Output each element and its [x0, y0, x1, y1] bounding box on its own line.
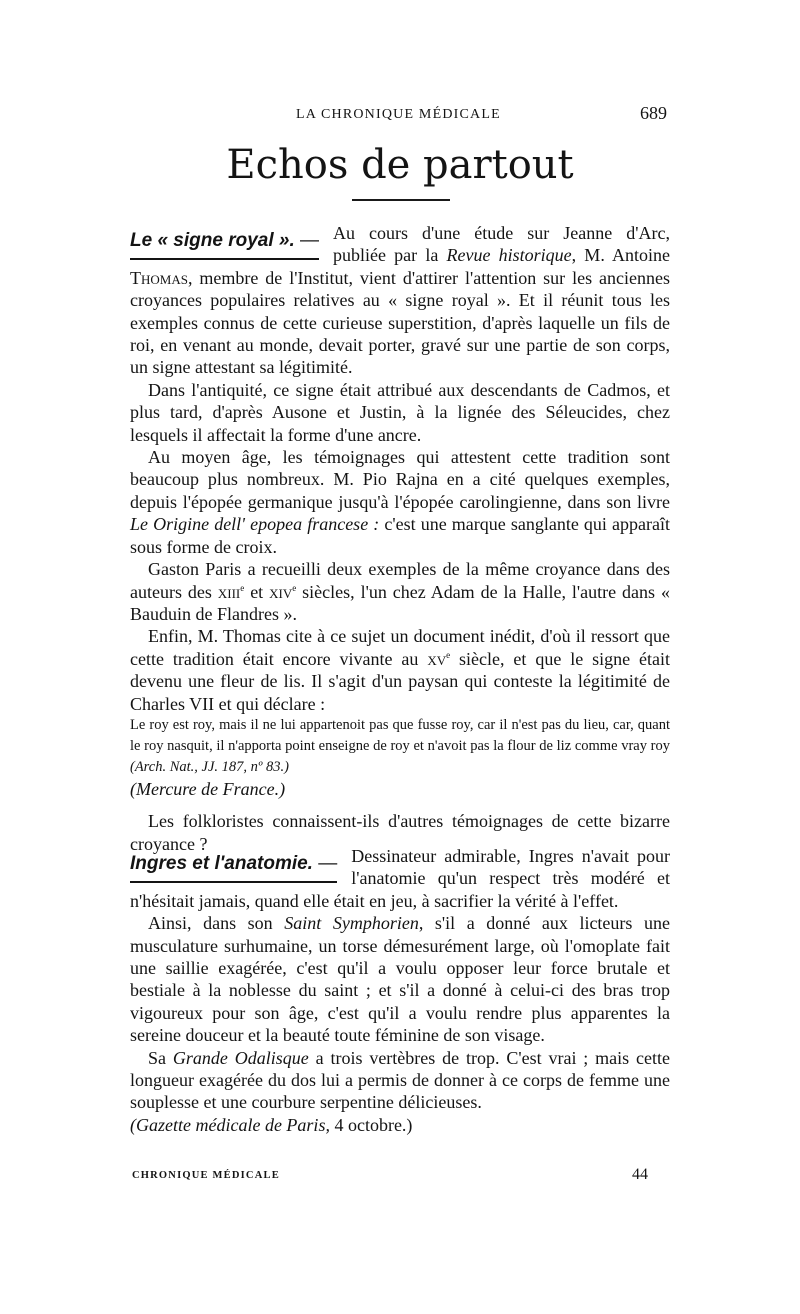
- paragraph: Le « signe royal ». — Au cours d'une étude sur Jeanne d'Arc, publiée par la Revue historique, M. Antoine Thomas, membre de l'Institut, vient d'attirer l'attention sur les anciennes croyances populaires relatives au « signe royal ». Et il réunit tous les exemples connus de cette curieuse superstition, d'après laquelle un fils de roi, en venant au monde, devait porter, gravé sur une partie de son corps, un signe attestant sa légitimité.: [130, 223, 670, 378]
- paragraph: Gaston Paris a recueilli deux exemples de la même croyance dans des auteurs des xiii$^e$ et xiv$^e$ siècles, l'un chez Adam de la Halle, l'autre dans « Bauduin de Flandres ».: [130, 559, 670, 624]
- paragraph: Ingres et l'anatomie. — Dessinateur admirable, Ingres n'avait pour l'anatomie qu'un respect très modéré et n'hésitait jamais, quand elle était en jeu, à sacrifier la vérité à l'effet.: [130, 846, 670, 911]
- running-title: LA CHRONIQUE MÉDICALE: [296, 107, 501, 122]
- page-number: 689: [640, 103, 667, 123]
- title-rule: [352, 199, 450, 201]
- paragraph: Au moyen âge, les témoignages qui attestent cette tradition sont beaucoup plus nombreux. M. Pio Rajna en a cité quelques exemples, depuis l'épopée germanique jusqu'à l'épopée carolingienne, dans son livre Le Origine dell' epopea francese : c'est une marque sanglante qui apparaît sous forme de croix.: [130, 447, 670, 557]
- paragraph: Enfin, M. Thomas cite à ce sujet un document inédit, d'où il ressort que cette tradition était encore vivante au $xv^e$ siècle, et que le signe était devenu une fleur de lis. Il s'agit d'un paysan qui conteste la légitimité de Charles VII et qui déclare :: [130, 626, 671, 714]
- source-citation: (Gazette médicale de Paris, 4 octobre.): [130, 1114, 413, 1135]
- paragraph: Dans l'antiquité, ce signe était attribué aux descendants de Cadmos, et plus tard, d'après Ausone et Justin, à la lignée des Séleucides, chez lesquels il affectait la forme d'une ancre.: [130, 379, 670, 445]
- page-title: Echos de partout: [226, 142, 574, 188]
- article-ingres: [130, 845, 670, 1136]
- section-heading-ingres: Ingres et l'anatomie. —: [130, 853, 337, 883]
- footer-signature: 44: [632, 1166, 648, 1183]
- paragraph: Ainsi, dans son Saint Symphorien, s'il a donné aux licteurs une musculature surhumaine, un torse démesurément large, où l'omoplate fait une saillie exagérée, c'est qu'il a voulu opposer leur force brutale et bestiale à la noblesse du saint ; et s'il a donné à celui-ci des bras trop vigoureux pour son âge, c'est qu'il a voulu rendre plus apparentes la sereine douceur et la beauté toute féminine de son visage.: [130, 913, 670, 1046]
- footer-journal: CHRONIQUE MÉDICALE: [132, 1170, 280, 1181]
- paragraph: Sa Grande Odalisque a trois vertèbres de trop. C'est vrai ; mais cette longueur exagérée du dos lui a permis de donner à ce corps de femme une souplesse et une courbure serpentine délicieuses.: [130, 1047, 670, 1113]
- article-signe-royal: [130, 222, 670, 855]
- section-heading-signe-royal: Le « signe royal ». —: [130, 230, 319, 260]
- paragraph: Les folkloristes connaissent-ils d'autres témoignages de cette bizarre croyance ?: [130, 811, 670, 854]
- quotation: Le roy est roy, mais il ne lui appartenoit pas que fusse roy, car il n'est pas du lieu, car, quant le roy nasquit, il n'apporta point enseigne de roy et n'avoit pas la flour de liz comme vray roy (Arch. Nat., JJ. 187, nº 83.): [130, 716, 670, 775]
- source-citation: (Mercure de France.): [130, 778, 286, 799]
